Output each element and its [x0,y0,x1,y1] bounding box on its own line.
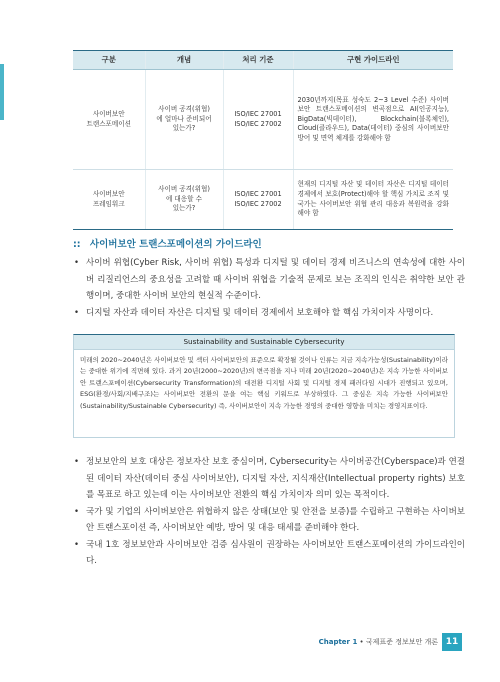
table-row [73,170,453,230]
footer-running-title: Chapter 1 • 국제표준 정보보안 개론 [318,638,438,646]
info-box [73,334,455,438]
section-title: 사이버보안 트랜스포메이션의 가이드라인 [89,239,262,250]
table-header-cell: 구분 [73,51,145,70]
guideline-table [73,50,453,230]
info-box-body: 미래의 2020~2040년은 사이버보안 및 섹터 사이버보안의 표준으로 확장될 것이나 인류는 지금 지속가능성(Sustainability)이라는 중대한 위기에 직면해 있다. 과거 20년(2000~2020년)의 변곡점을 지나 미래 20년(2020~2040년)은 지속 가능한 사이버보안 트랜스포메이션(Cybersecurity Transformation)의 대전환 디지털 사회 및 디지털 경제 패러다임 시대가 진행되고 있으며, ESG(환경/사회/지배구조)는 사이버보안 전환의 문을 여는 핵심 키워드로 부상하였다. 그 중심은 지속 가능한 사이버보안(Sustainability/Sustainable Cybersecurity) 즉, 사이버보안이 지속 가능한 경영의 중대한 영향을 미치는 경영지표이다. [80,356,448,410]
section-heading [73,236,262,250]
footer-title: 국제표준 정보보안 개론 [365,638,438,646]
list-item: • 국내 1호 정보보안과 사이버보안 검증 심사원이 권장하는 사이버보안 트랜스포메이션의 가이드라인이다. [73,537,465,570]
table-header-cell: 처리 기준 [223,51,293,70]
bullet-list-top [73,255,465,321]
info-box-title: Sustainability and Sustainable Cybersecurity [74,335,454,350]
list-item: • 디지털 자산과 데이터 자산은 디지털 및 데이터 경제에서 보호해야 할 핵심 가치이자 사명이다. [73,305,465,322]
table-cell-concept: 사이버 공격(위협) 에 얼마나 준비되어 있는가? [145,70,223,170]
chapter-tab-marker [0,64,4,120]
list-item: • 정보보안의 보호 대상은 정보자산 보호 중심이며, Cybersecurity는 사이버공간(Cyberspace)과 연결된 데이터 자산(데이터 중심 사이버보안), 디지털 자산, 지식재산(Intellectual property rights) 보호를 목표로 하고 있는데 이는 사이버보안 전환의 핵심 가치이자 의미 있는 목적이다. [73,454,465,504]
table-header-cell: 구현 가이드라인 [293,51,453,70]
page-number: 11 [442,633,462,651]
table-cell-standard: ISO/IEC 27001 ISO/IEC 27002 [223,70,293,170]
table-cell-guideline: 2030년까지(목표 성숙도 2~3 Level 수준) 사이버보안 트랜스포메이션의 변곡점으로 AI(인공지능), BigData(빅데이터), Blockchain(블록체인), Cloud(클라우드), Data(데이터) 중심의 사이버보안 방어 및 면역 체계를 강화해야 함 [293,70,453,170]
footer-chapter: Chapter 1 [318,638,358,646]
table-cell-category: 사이버보안 프레임워크 [73,170,145,230]
table-header-row [73,51,453,70]
list-item: • 사이버 위협(Cyber Risk, 사이버 위협) 특성과 디지털 및 데이터 경제 비즈니스의 연속성에 대한 사이버 리질리언스의 중요성을 고려할 때 사이버 위협을 기술적 문제로 보는 조직의 인식은 취약한 보안 관행이며, 중대한 사이버 보안의 현실적 수준이다. [73,255,465,305]
table-row [73,70,453,170]
table-header-cell: 개념 [145,51,223,70]
table-cell-standard: ISO/IEC 27001 ISO/IEC 27002 [223,170,293,230]
page-footer [300,633,462,651]
table-cell-concept: 사이버 공격(위협) 에 대응할 수 있는가? [145,170,223,230]
bullet-list-bottom [73,454,465,570]
section-marker: :: [73,239,81,250]
table-cell-guideline: 현재의 디지털 자산 및 데이터 자산은 디지털 데이터 경제에서 보호(Protect)해야 할 핵심 가치로 조직 및 국가는 사이버보안 위협 관리 대응과 복원력을 강화해야 함 [293,170,453,230]
list-item: • 국가 및 기업의 사이버보안은 위협하지 않은 상태(보안 및 안전을 보증)를 수립하고 구현하는 사이버보안 트랜스포이션 즉, 사이버보안 예방, 방어 및 대응 태세를 준비해야 한다. [73,504,465,537]
table-cell-category: 사이버보안 트랜스포메이션 [73,70,145,170]
